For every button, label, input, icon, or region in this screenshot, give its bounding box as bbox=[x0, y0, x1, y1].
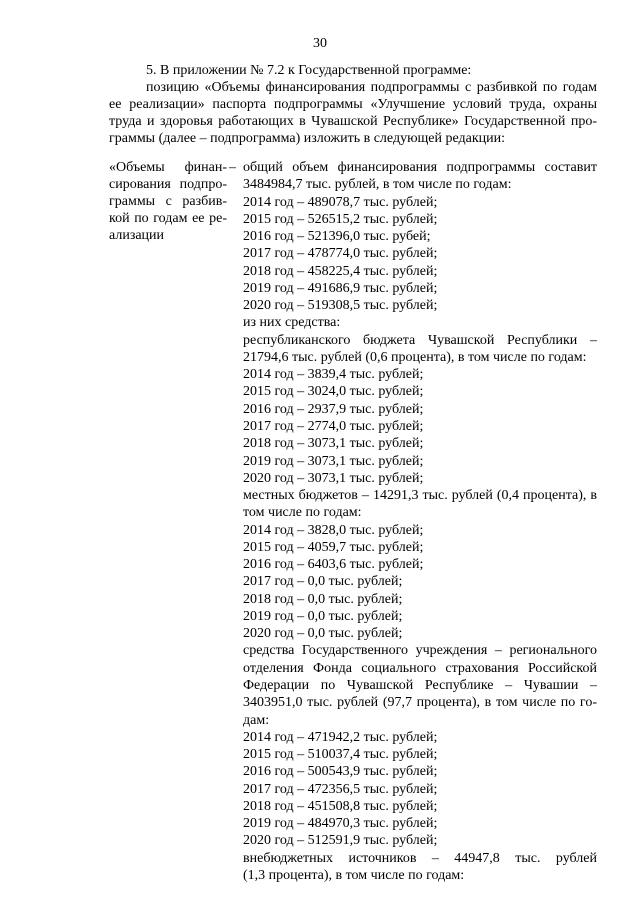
financing-line: 2015 год – 526515,2 тыс. рублей; bbox=[243, 211, 438, 227]
financing-line: дам: bbox=[243, 712, 270, 728]
financing-line: том числе по годам: bbox=[243, 505, 362, 521]
financing-line: 2017 год – 478774,0 тыс. рублей; bbox=[243, 246, 438, 262]
financing-line: 2014 год – 471942,2 тыс. рублей; bbox=[243, 729, 438, 745]
intro-line: 5. В приложении № 7.2 к Государственной программе: bbox=[146, 63, 472, 78]
financing-line: 2016 год – 6403,6 тыс. рублей; bbox=[243, 557, 424, 573]
financing-line: 2017 год – 2774,0 тыс. рублей; bbox=[243, 418, 424, 434]
financing-line: республиканского бюджета Чувашской Республики – bbox=[243, 332, 597, 348]
intro-line: труда и здоровья работающих в Чувашской Республике» Государственной про- bbox=[109, 114, 597, 129]
financing-line: общий объем финансирования подпрограммы составит bbox=[243, 160, 597, 175]
financing-line: 2016 год – 521396,0 тыс. рубей; bbox=[243, 229, 431, 245]
page-number: 30 bbox=[313, 36, 327, 51]
intro-line: позицию «Объемы финансирования подпрограммы с разбивкой по годам bbox=[146, 80, 597, 95]
financing-line: 2014 год – 489078,7 тыс. рублей; bbox=[243, 194, 438, 210]
financing-line: 2018 год – 3073,1 тыс. рублей; bbox=[243, 436, 424, 452]
label-line: ализации bbox=[109, 228, 165, 243]
financing-line: 2020 год – 0,0 тыс. рублей; bbox=[243, 626, 403, 642]
financing-line: отделения Фонда социального страхования Российской bbox=[243, 660, 597, 676]
financing-line: 2014 год – 3828,0 тыс. рублей; bbox=[243, 522, 424, 538]
label-line: «Объемы финан- bbox=[109, 160, 227, 175]
financing-line: 2015 год – 4059,7 тыс. рублей; bbox=[243, 539, 424, 555]
financing-line: 2015 год – 3024,0 тыс. рублей; bbox=[243, 384, 424, 400]
label-line: граммы с разбив- bbox=[109, 194, 227, 209]
financing-description bbox=[243, 159, 597, 884]
financing-line: 2019 год – 3073,1 тыс. рублей; bbox=[243, 453, 424, 469]
intro-paragraph bbox=[109, 62, 597, 147]
financing-line: 2020 год – 512591,9 тыс. рублей; bbox=[243, 833, 438, 849]
position-dash: – bbox=[229, 160, 236, 175]
financing-line: 2018 год – 0,0 тыс. рублей; bbox=[243, 591, 403, 607]
financing-line: из них средства: bbox=[243, 315, 341, 331]
financing-line: 2018 год – 451508,8 тыс. рублей; bbox=[243, 798, 438, 814]
financing-line: 2017 год – 0,0 тыс. рублей; bbox=[243, 574, 403, 590]
label-line: сирования подпро- bbox=[109, 177, 227, 192]
financing-line: 2018 год – 458225,4 тыс. рублей; bbox=[243, 263, 438, 279]
financing-line: 2016 год – 500543,9 тыс. рублей; bbox=[243, 764, 438, 780]
intro-line: граммы (далее – подпрограмма) изложить в следующей редакции: bbox=[109, 131, 506, 146]
financing-line: 2020 год – 3073,1 тыс. рублей; bbox=[243, 470, 424, 486]
financing-line: 2019 год – 491686,9 тыс. рублей; bbox=[243, 280, 438, 296]
financing-line: (1,3 процента), в том числе по годам: bbox=[243, 867, 465, 883]
financing-line: 2017 год – 472356,5 тыс. рублей; bbox=[243, 781, 438, 797]
financing-line: 2015 год – 510037,4 тыс. рублей; bbox=[243, 747, 438, 763]
financing-line: 2019 год – 0,0 тыс. рублей; bbox=[243, 608, 403, 624]
financing-line: Федерации по Чувашской Республике – Чувашии – bbox=[243, 677, 597, 693]
financing-line: 2014 год – 3839,4 тыс. рублей; bbox=[243, 367, 424, 383]
passport-position-label bbox=[109, 159, 227, 244]
financing-line: местных бюджетов – 14291,3 тыс. рублей (0,4 процента), в bbox=[243, 488, 597, 504]
financing-line: 3403951,0 тыс. рублей (97,7 процента), в том числе по го- bbox=[243, 695, 597, 711]
financing-line: внебюджетных источников – 44947,8 тыс. рублей bbox=[243, 850, 597, 866]
financing-line: 2016 год – 2937,9 тыс. рублей; bbox=[243, 401, 424, 417]
financing-line: средства Государственного учреждения – регионального bbox=[243, 643, 597, 659]
label-line: кой по годам ее ре- bbox=[109, 211, 227, 226]
financing-line: 2019 год – 484970,3 тыс. рублей; bbox=[243, 816, 438, 832]
financing-line: 3484984,7 тыс. рублей, в том числе по годам: bbox=[243, 177, 512, 193]
financing-line: 21794,6 тыс. рублей (0,6 процента), в том числе по годам: bbox=[243, 349, 587, 365]
intro-line: ее реализации» паспорта подпрограммы «Улучшение условий труда, охраны bbox=[109, 97, 597, 112]
financing-line: 2020 год – 519308,5 тыс. рублей; bbox=[243, 298, 438, 314]
